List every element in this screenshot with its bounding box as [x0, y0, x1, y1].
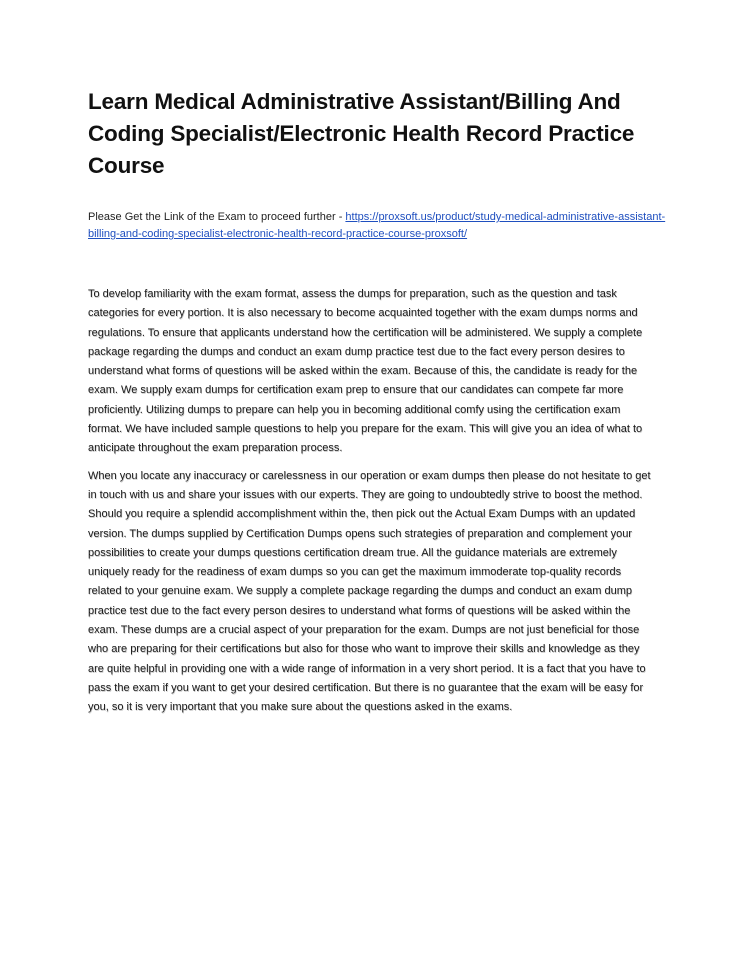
link-intro-text: Please Get the Link of the Exam to proceed further - — [88, 211, 346, 223]
exam-link[interactable]: https://proxsoft.us/product/study-medical-administrative-assistant-billing-and-coding-specialist-electronic-health-record-practice-course-proxsoft/ — [88, 211, 666, 240]
exam-link-line — [88, 209, 668, 243]
body-paragraph-2: When you locate any inaccuracy or carelessness in our operation or exam dumps then please do not hesitate to get in touch with us and share your issues with our experts. They are going to undoubtedly strive to boost the method. Should you require a splendid accomplishment within the, then pick out the Actual Exam Dumps with an updated version. The dumps supplied by Certification Dumps opens such strategies of preparation and complement your possibilities to create your dumps questions certification dream true. All the guidance materials are extremely uniquely ready for the readiness of exam dumps so you can get the maximum immoderate top-quality records related to your genuine exam. We supply a complete package regarding the dumps and conduct an exam dump practice test due to the fact every person desires to understand what forms of questions will be asked within the exam. These dumps are a crucial aspect of your preparation for the exam. Dumps are not just beneficial for those who are preparing for their certifications but also for those who want to improve their skills and knowledge as they are quite helpful in providing one with a wide range of information in a very short period. It is a fact that you have to pass the exam if you want to get your desired certification. But there is no guarantee that the exam will be easy for you, so it is very important that you make sure about the questions asked in the exams. — [88, 469, 651, 714]
body-paragraph-1: To develop familiarity with the exam format, assess the dumps for preparation, such as the question and task categories for every portion. It is also necessary to become acquainted together with the exam dumps norms and regulations. To ensure that applicants understand how the certification will be administered. We supply a complete package regarding the dumps and conduct an exam dump practice test due to the fact every person desires to understand what forms of questions will be asked within the exam. Because of this, the candidate is ready for the exam. We supply exam dumps for certification exam prep to ensure that our candidates can compete far more proficiently. Utilizing dumps to prepare can help you in becoming additional comfy using the certification exam format. We have included sample questions to help you prepare for the exam. This will give you an idea of what to anticipate throughout the exam preparation process. — [88, 288, 643, 455]
page-title: Learn Medical Administrative Assistant/Billing And Coding Specialist/Electronic Health Record Practice Course — [88, 89, 635, 178]
article-body — [88, 285, 653, 726]
